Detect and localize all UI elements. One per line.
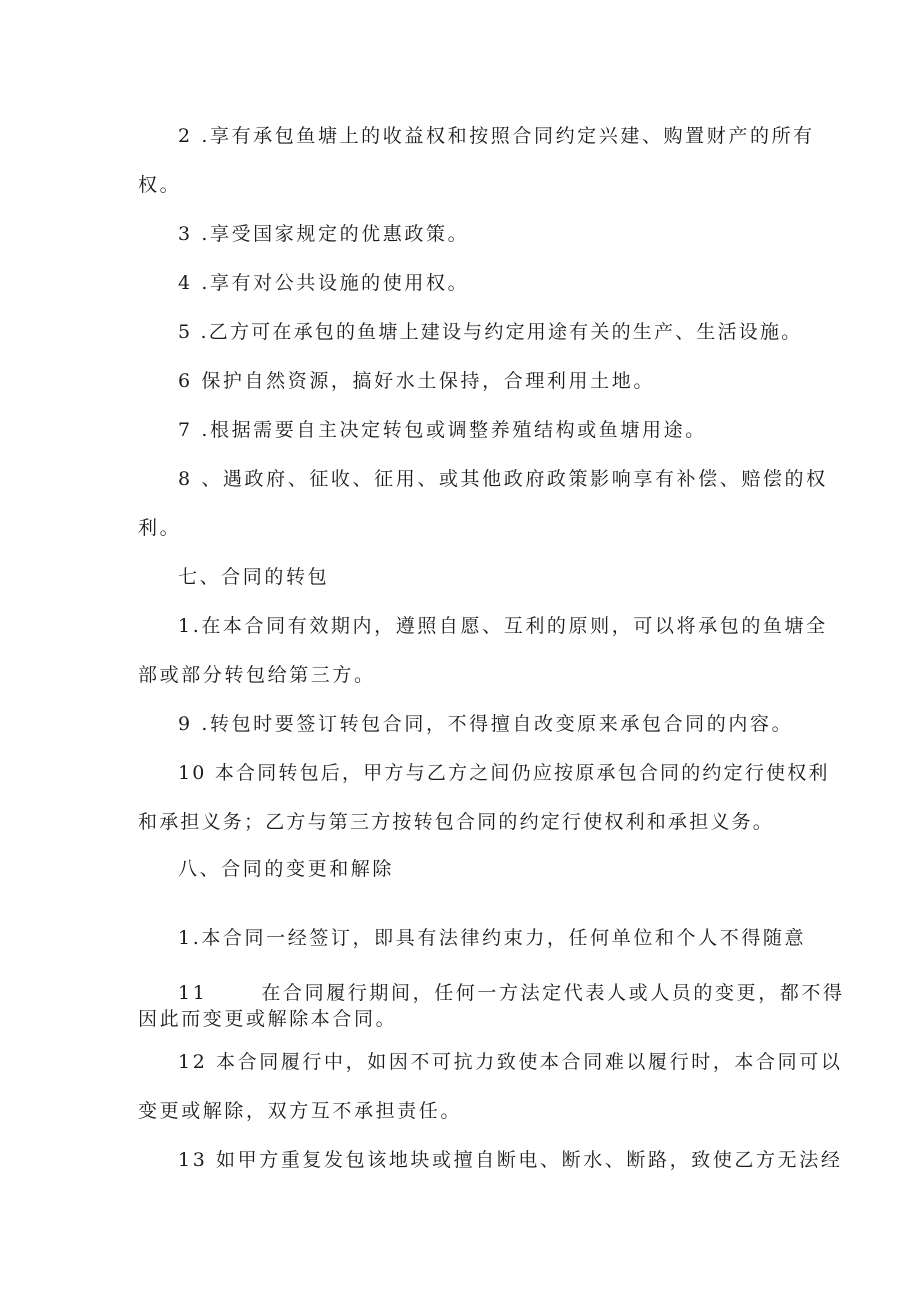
change-paragraph-12-line-2: 变更或解除，双方互不承担责任。 — [138, 1100, 463, 1122]
change-paragraph-13: 13 如甲方重复发包该地块或擅自断电、断水、断路，致使乙方无法经 — [178, 1149, 843, 1171]
section-heading-7: 七、合同的转包 — [178, 566, 330, 588]
section-heading-8: 八、合同的变更和解除 — [178, 858, 395, 880]
transfer-paragraph-10-line-1: 10 本合同转包后，甲方与乙方之间仍应按原承包合同的约定行使权利 — [178, 762, 830, 784]
paragraph-text: 在合同履行期间，任何一方法定代表人或人员的变更，都不得 — [261, 982, 845, 1004]
transfer-paragraph-10-line-2: 和承担义务；乙方与第三方按转包合同的约定行使权利和承担义务。 — [138, 811, 775, 833]
paragraph-7: 7 .根据需要自主决定转包或调整养殖结构或鱼塘用途。 — [178, 419, 707, 441]
paragraph-2-line-2: 权。 — [138, 174, 182, 196]
paragraph-4: 4 .享有对公共设施的使用权。 — [178, 272, 470, 294]
change-paragraph-11-line-1 — [178, 981, 845, 1005]
paragraph-8-line-1: 8 、遇政府、征收、征用、或其他政府政策影响享有补偿、赔偿的权 — [178, 468, 828, 490]
paragraph-number: 11 — [178, 982, 208, 1004]
paragraph-3: 3 .享受国家规定的优惠政策。 — [178, 223, 470, 245]
paragraph-2-line-1: 2 .享有承包鱼塘上的收益权和按照合同约定兴建、购置财产的所有 — [178, 125, 815, 147]
transfer-paragraph-1-line-2: 部或部分转包给第三方。 — [138, 664, 376, 686]
change-paragraph-11-line-2: 因此而变更或解除本合同。 — [138, 1008, 398, 1030]
paragraph-8-line-2: 利。 — [138, 517, 182, 539]
paragraph-5: 5 .乙方可在承包的鱼塘上建设与约定用途有关的生产、生活设施。 — [178, 321, 803, 343]
change-paragraph-1: 1.本合同一经签订，即具有法律约束力，任何单位和个人不得随意 — [178, 927, 807, 949]
change-paragraph-12-line-1: 12 本合同履行中，如因不可抗力致使本合同难以履行时，本合同可以 — [178, 1051, 843, 1073]
transfer-paragraph-9: 9 .转包时要签订转包合同，不得擅自改变原来承包合同的内容。 — [178, 713, 794, 735]
transfer-paragraph-1-line-1: 1.在本合同有效期内，遵照自愿、互利的原则，可以将承包的鱼塘全 — [178, 615, 828, 637]
paragraph-6: 6 保护自然资源，搞好水土保持，合理利用土地。 — [178, 370, 655, 392]
